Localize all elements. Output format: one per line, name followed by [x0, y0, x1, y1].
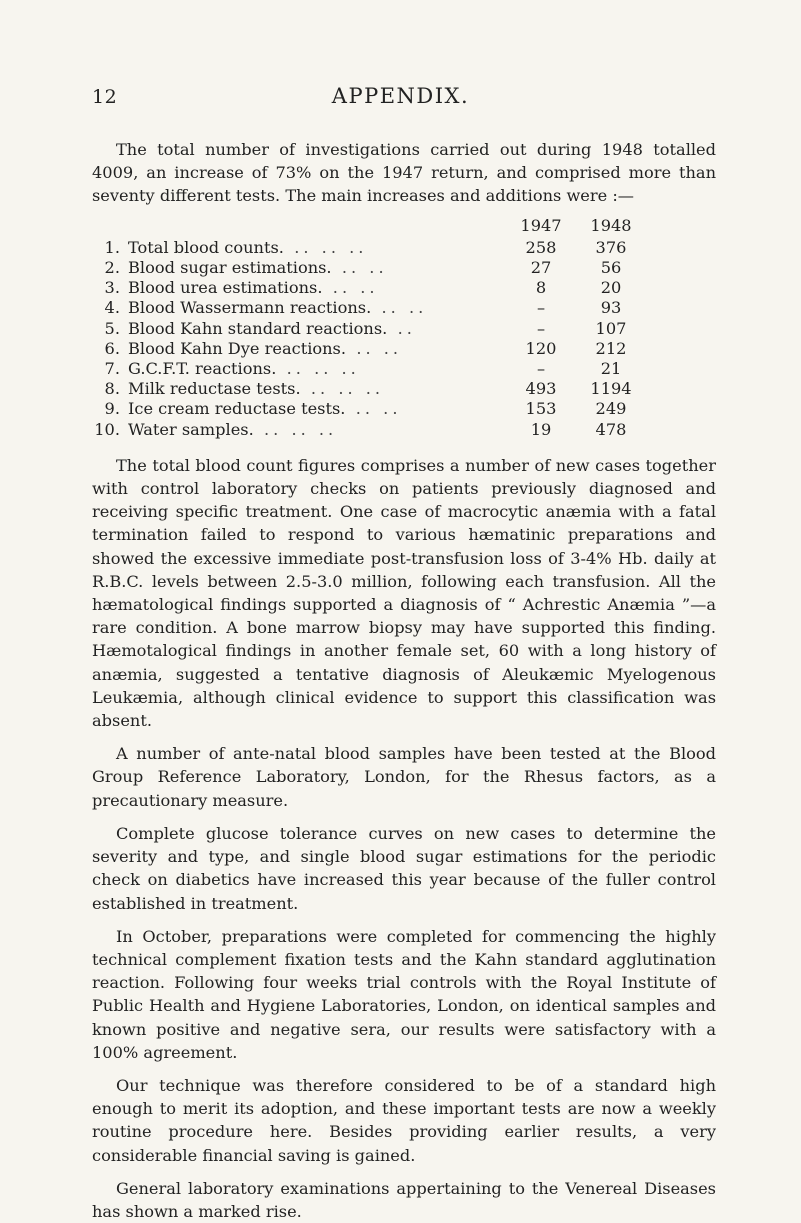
test-label: Total blood counts.: [128, 237, 284, 257]
test-label: Milk reductase tests.: [128, 379, 301, 399]
leader-dots: .. ..: [356, 338, 403, 358]
leader-dots: .. ..: [332, 278, 379, 298]
body-paragraph: A number of ante-natal blood samples have been tested at the Blood Group Reference Laboratory, London, for the Rhesus factors, as a precautionary measure.: [92, 744, 716, 810]
row-spacer: [646, 238, 716, 258]
table-row: [92, 298, 716, 318]
row-number: 9.: [104, 399, 120, 419]
table-header-row: [92, 216, 716, 238]
test-name: [128, 238, 506, 258]
value-1947: –: [536, 318, 546, 338]
value-1948: 20: [600, 278, 622, 298]
test-label: Blood sugar estimations.: [128, 258, 332, 278]
test-label: Water samples.: [128, 419, 254, 439]
row-number: 8.: [104, 379, 120, 399]
table-row: [92, 339, 716, 359]
value-1947: 19: [530, 419, 552, 439]
leader-dots: .. ..: [355, 399, 402, 419]
investigations-table: [92, 216, 716, 440]
row-spacer: [646, 278, 716, 298]
table-row: [92, 238, 716, 258]
row-number: 6.: [104, 338, 120, 358]
table-row: [92, 420, 716, 440]
test-label: Blood Kahn standard reactions.: [128, 318, 388, 338]
row-spacer: [646, 298, 716, 318]
body-paragraph: General laboratory examinations appertaining to the Venereal Diseases has shown a marked rise.: [92, 1178, 716, 1221]
row-number: 3.: [104, 278, 120, 298]
column-header-1948: 1948: [590, 215, 632, 235]
value-1947: 493: [525, 379, 557, 399]
table-row: [92, 258, 716, 278]
value-1947: 153: [525, 399, 557, 419]
value-1947: 8: [535, 278, 547, 298]
body-paragraph: The total blood count figures comprises a number of new cases together with control laboratory checks on patients previously diagnosed and receiving specific treatment. One case of macrocytic anæmia with a fatal termination failed to respond to various hæmatinic preparations and showed the excessive immediate post-transfusion loss of 3-4% Hb. daily at R.B.C. levels between 2.5-3.0 million, following each transfusion. All the hæmatological findings supported a diagnosis of “ Achrestic Anæmia ”—a rare condition. A bone marrow biopsy may have supported this finding. Hæmotalogical findings in another female set, 60 with a long history of anæmia, suggested a tentative diagnosis of Aleukæmic Myelogenous Leukæmia, although clinical evidence to support this classification was absent.: [92, 455, 716, 731]
row-spacer: [646, 319, 716, 339]
leader-dots: .. .. ..: [310, 379, 385, 399]
test-label: Blood urea estimations.: [128, 278, 323, 298]
value-1948: 107: [595, 318, 627, 338]
test-name: [128, 359, 506, 379]
body-paragraphs: [92, 454, 716, 1223]
value-1948: 1194: [590, 379, 632, 399]
leader-dots: .. ..: [341, 258, 388, 278]
leader-dots: .. .. ..: [294, 237, 368, 257]
value-1947: –: [536, 298, 546, 318]
test-name: [128, 278, 506, 298]
row-number: 5.: [104, 318, 120, 338]
row-spacer: [646, 420, 716, 440]
test-label: Blood Kahn Dye reactions.: [128, 338, 347, 358]
row-number: 4.: [104, 298, 120, 318]
value-1948: 478: [595, 419, 627, 439]
table-row: [92, 399, 716, 419]
test-name: [128, 399, 506, 419]
body-paragraph: Complete glucose tolerance curves on new cases to determine the severity and type, and single blood sugar estimations for the periodic check on diabetics have increased this year because of the fuller control established in treatment.: [92, 823, 716, 913]
page-number: 12: [92, 86, 118, 108]
body-paragraph: In October, preparations were completed for commencing the highly technical complement fixation tests and the Kahn standard agglutination reaction. Following four weeks trial controls with the Royal Institute of Public Health and Hygiene Laboratories, London, on identical samples and known positive and negative sera, our results were satisfactory with a 100% agreement.: [92, 926, 716, 1062]
value-1948: 21: [600, 359, 622, 379]
row-number: 2.: [104, 258, 120, 278]
running-head: APPENDIX.: [331, 84, 470, 108]
intro-paragraph: The total number of investigations carried out during 1948 totalled 4009, an increase of 73% on the 1947 return, and comprised more than seventy different tests. The main increases and additions were :—: [92, 140, 716, 206]
test-name: [128, 379, 506, 399]
leader-dots: .. ..: [381, 298, 428, 318]
test-label: G.C.F.T. reactions.: [128, 359, 277, 379]
value-1948: 212: [595, 338, 627, 358]
column-header-1947: 1947: [520, 215, 562, 235]
test-label: Blood Wassermann reactions.: [128, 298, 372, 318]
row-number: 7.: [104, 359, 120, 379]
test-name: [128, 319, 506, 339]
leader-dots: .. .. ..: [286, 359, 360, 379]
value-1948: 56: [600, 258, 622, 278]
row-spacer: [646, 379, 716, 399]
body-paragraph: Our technique was therefore considered to be of a standard high enough to merit its adoption, and these important tests are now a weekly routine procedure here. Besides providing earlier results, a very considerable financial saving is gained.: [92, 1075, 716, 1165]
table-row: [92, 379, 716, 399]
value-1947: –: [536, 359, 546, 379]
value-1947: 258: [525, 237, 557, 257]
test-name: [128, 258, 506, 278]
page-body: [92, 138, 716, 1223]
row-spacer: [646, 399, 716, 419]
table-row: [92, 278, 716, 298]
test-name: [128, 420, 506, 440]
row-spacer: [646, 258, 716, 278]
table-row: [92, 359, 716, 379]
value-1947: 120: [525, 338, 557, 358]
leader-dots: .. .. ..: [264, 419, 338, 439]
row-spacer: [646, 359, 716, 379]
test-name: [128, 298, 506, 318]
row-number: 1.: [104, 237, 120, 257]
leader-dots: ..: [397, 318, 416, 338]
value-1948: 376: [595, 237, 627, 257]
table-row: [92, 319, 716, 339]
row-number: 10.: [94, 419, 120, 439]
value-1948: 93: [600, 298, 622, 318]
test-label: Ice cream reductase tests.: [128, 399, 346, 419]
test-name: [128, 339, 506, 359]
value-1948: 249: [595, 399, 627, 419]
value-1947: 27: [530, 258, 552, 278]
row-spacer: [646, 339, 716, 359]
